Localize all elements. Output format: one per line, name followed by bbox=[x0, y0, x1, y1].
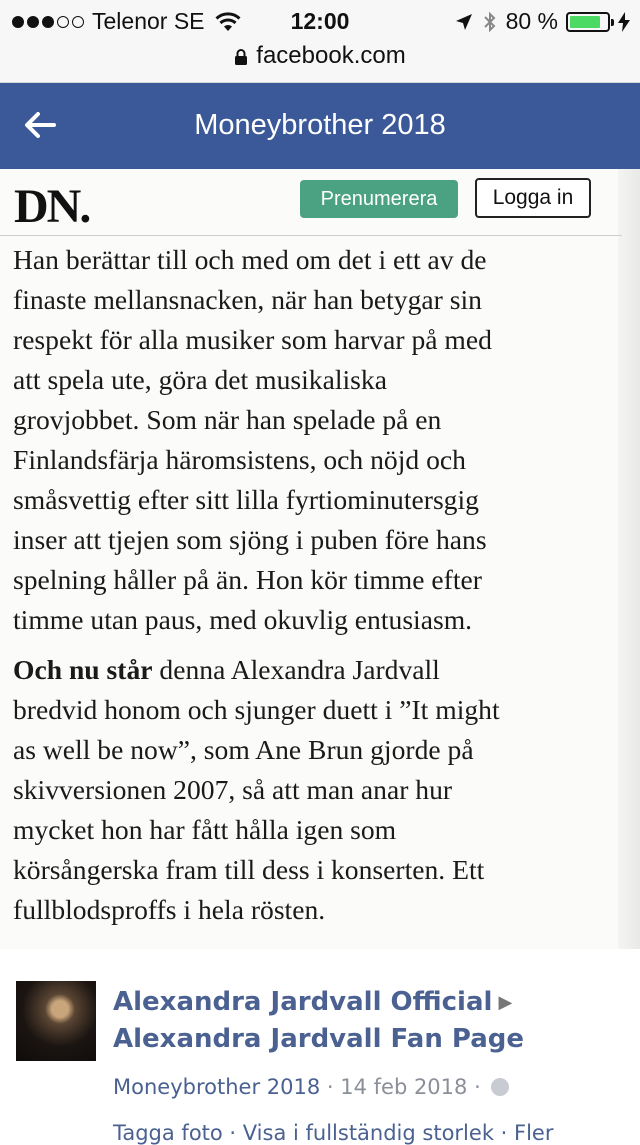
charging-bolt-icon bbox=[618, 12, 630, 32]
status-bar bbox=[0, 0, 640, 42]
login-button: Logga in bbox=[475, 178, 591, 218]
target-page-link[interactable]: Alexandra Jardvall Fan Page bbox=[113, 1024, 525, 1054]
photo-viewer[interactable] bbox=[0, 169, 640, 949]
status-right bbox=[454, 8, 630, 35]
page-edge-shadow bbox=[618, 169, 640, 949]
dn-logo: DN. bbox=[14, 180, 90, 233]
battery-percent: 80 % bbox=[505, 8, 558, 34]
share-arrow-icon: ▶ bbox=[498, 992, 513, 1013]
article-paragraph-2 bbox=[13, 650, 613, 930]
author-link[interactable]: Alexandra Jardvall Official bbox=[113, 987, 493, 1017]
post-meta: Moneybrother 2018 · 14 feb 2018 · bbox=[113, 1075, 509, 1099]
album-link[interactable]: Moneybrother 2018 bbox=[113, 1075, 321, 1099]
paragraph-lead: Och nu står bbox=[13, 654, 153, 685]
post-author-block bbox=[113, 984, 524, 1057]
globe-icon bbox=[491, 1078, 509, 1096]
lock-icon bbox=[234, 48, 248, 66]
page-header bbox=[0, 83, 640, 169]
battery-icon bbox=[566, 12, 610, 32]
article-text bbox=[13, 240, 613, 930]
page-title: Moneybrother 2018 bbox=[194, 109, 446, 141]
location-arrow-icon bbox=[454, 12, 474, 32]
carrier-name: Telenor SE bbox=[92, 8, 205, 34]
paragraph-body: denna Alexandra Jardvall bredvid honom och sjunger duett i ”It might as well be now”, som Ane Brun gjorde på skivversionen 2007, så att man anar hur mycket hon har fått hålla igen som körsångerska fram till dess i konserten. Ett fullblodsproffs i hela rösten. bbox=[13, 654, 500, 925]
photo-actions[interactable]: Tagga foto · Visa i fullständig storlek · Fler bbox=[113, 1121, 554, 1145]
avatar[interactable] bbox=[16, 981, 96, 1061]
subscribe-button: Prenumerera bbox=[300, 180, 458, 218]
clock: 12:00 bbox=[290, 8, 350, 34]
divider bbox=[0, 235, 622, 236]
post-date[interactable]: 14 feb 2018 bbox=[340, 1075, 468, 1099]
bluetooth-icon bbox=[482, 10, 498, 34]
url-domain: facebook.com bbox=[256, 42, 406, 69]
article-paragraph-1: Han berättar till och med om det i ett av de finaste mellansnacken, när han betygar sin respekt för alla musiker som harvar på med att spela ute, göra det musikaliska grovjobbet. Som när han spelade på en Finlandsfärja häromsistens, och nöjd och småsvettig efter sitt lilla fyrtiominutersgig inser att tjejen som sjöng i puben före hans spelning håller på än. Hon kör timme efter timme utan paus, med okuvlig entusiasm. bbox=[13, 244, 492, 635]
url-bar[interactable] bbox=[0, 42, 640, 83]
